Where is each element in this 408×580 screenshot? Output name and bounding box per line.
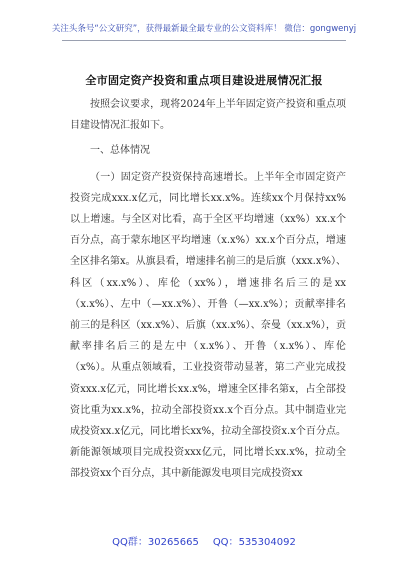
section-heading: 一、总体情况 bbox=[90, 145, 150, 157]
body-paragraph: （一）固定资产投资保持高速增长。上半年全市固定资产投资完成xxx.x亿元，同比增长xx.x%。连续xx个月保持xx%以上增速。与全区对比看，高于全区平均增速（xx%）xx.x个百分点，高于蒙东地区平均增速（x.x%）xx.x个百分点，增速全区排名第x。从旗县看，增速排名前三的是后旗（xxx.x%）、科区（xx.x%）、库伦（xx%），增速排名后三的是xx（x.x%）、左中（—xx.x%）、开鲁（—xx.x%）；贡献率排名前三的是科区（xx.x%）、后旗（xx.x%）、奈曼（xx.x%），贡献率排名后三的是左中（x.x%）、开鲁（x.x%）、库伦（x%）。从重点领域看，工业投资带动显著，第二产业完成投资xxx.x亿元，同比增长xx.x%，增速全区排名第x，占全部投资比重为xx.x%，拉动全部投资xx.x个百分点。其中制造业完成投资xx.x亿元，同比增长xx%，拉动全部投资x.x个百分点。新能源领域项目完成投资xxx亿元，同比增长xx.x%，拉动全部投资xx个百分点，其中新能源发电项目完成投资xx bbox=[70, 171, 346, 480]
document-title: 全市固定资产投资和重点项目建设进展情况汇报 bbox=[85, 74, 323, 87]
qq-number: 535304092 bbox=[238, 537, 296, 548]
header-divider bbox=[62, 40, 346, 41]
qq-label: QQ： bbox=[212, 537, 239, 548]
footer-contact bbox=[0, 533, 408, 548]
qq-group-number: 30265665 bbox=[147, 537, 199, 548]
qq-group-label: QQ群： bbox=[112, 537, 148, 548]
intro-paragraph: 按照会议要求，现将2024年上半年固定资产投资和重点项目建设情况汇报如下。 bbox=[70, 99, 346, 132]
document-body bbox=[70, 94, 346, 489]
header-banner: 关注头条号“公文研究”，获得最新最全最专业的公文资料库！ 微信：gongwenyj bbox=[51, 24, 357, 34]
